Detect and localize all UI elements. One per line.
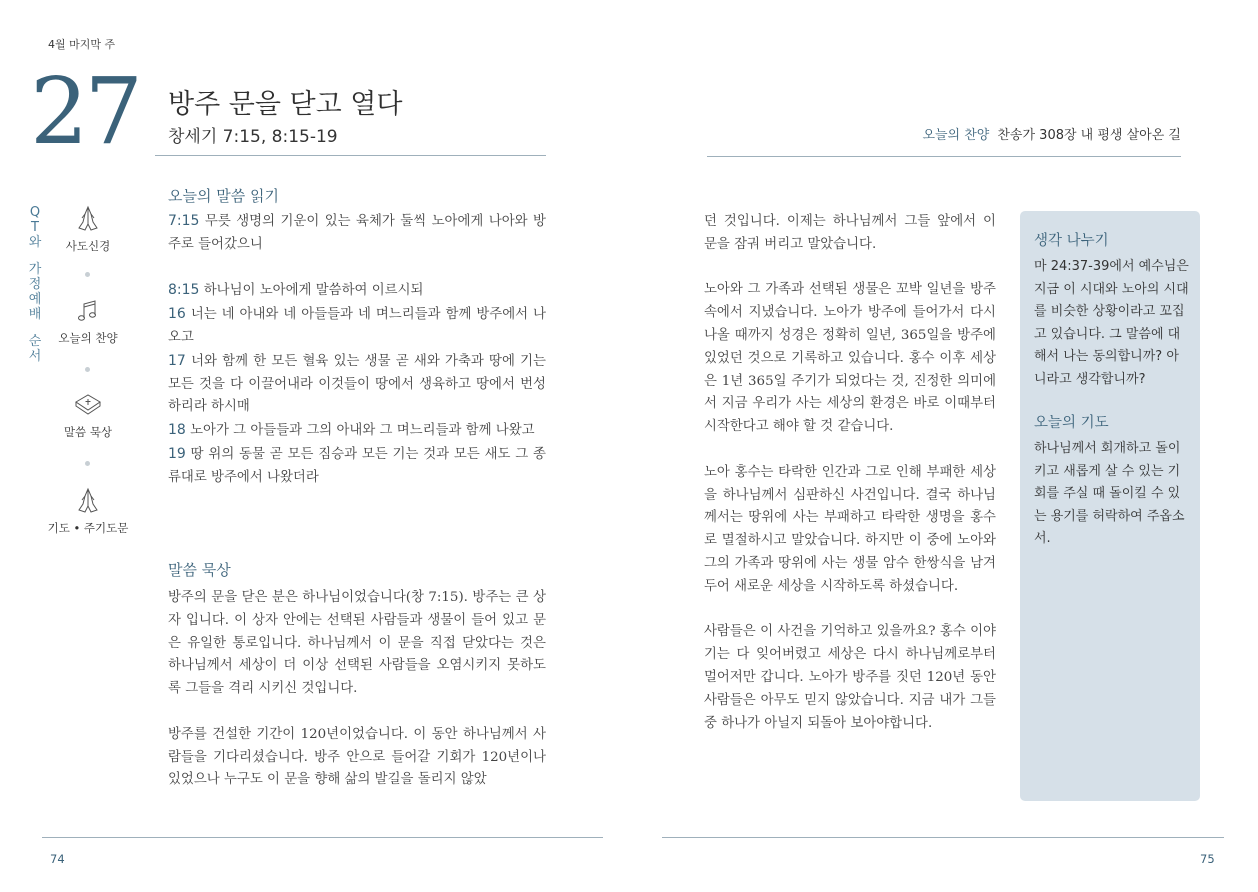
scripture-reference: 창세기 7:15, 8:15-19 [168, 127, 338, 147]
vertical-char: 서 [28, 349, 42, 364]
praying-hands-icon [73, 486, 103, 516]
step-separator-dot [85, 461, 90, 466]
verse-number: 16 [168, 306, 186, 323]
verse [168, 419, 546, 443]
verse [168, 350, 546, 419]
vertical-char: 예 [28, 292, 42, 307]
reflection-sidebar [1020, 211, 1200, 801]
step-meditation [38, 390, 138, 440]
header-divider-right [707, 156, 1181, 157]
meditation-text-left [168, 587, 546, 792]
verse [168, 279, 546, 303]
vertical-char: 정 [28, 277, 42, 292]
step-separator-dot [85, 367, 90, 372]
step-prayer [38, 486, 138, 536]
vertical-char: 가 [28, 262, 42, 277]
step-label: 말씀 묵상 [63, 425, 113, 439]
page-title: 방주 문을 닫고 열다 [168, 89, 403, 120]
week-label: 4월 마지막 주 [48, 38, 116, 51]
share-text: 마 24:37-39에서 예수님은 지금 이 시대와 노아의 시대를 비슷한 상황이라고 꼬집고 있습니다. 그 말씀에 대해서 나는 동의합니까? 아니라고 생각합니까? [1034, 259, 1189, 387]
verse-text: 하나님이 노아에게 말씀하여 이르시되 [203, 283, 424, 299]
verse-number: 8:15 [168, 282, 200, 299]
vertical-char: 순 [28, 334, 42, 349]
paragraph: 던 것입니다. 이제는 하나님께서 그들 앞에서 이 문을 잠궈 버리고 말았습니다. [704, 214, 996, 252]
vertical-char: T [31, 220, 39, 235]
step-separator-dot [85, 272, 90, 277]
music-note-icon [73, 296, 103, 326]
vertical-char: 와 [28, 235, 42, 250]
verse-text: 땅 위의 동물 곧 모든 짐승과 모든 기는 것과 모든 새도 그 종류대로 방주에서 나왔더라 [168, 446, 546, 485]
verse [168, 443, 546, 490]
header-divider-left [155, 155, 546, 156]
prayer-heading: 오늘의 기도 [1034, 415, 1109, 431]
verse-number: 19 [168, 445, 186, 462]
vertical-char: 배 [28, 307, 42, 322]
paragraph: 노아 홍수는 타락한 인간과 그로 인해 부패한 세상을 하나님께서 심판하신 사건입니다. 결국 하나님께서는 땅위에 사는 부패하고 타락한 생명을 홍수로 멸절하시고 말았습니다. 하지만 이 중에 노아와 그의 가족과 땅위에 사는 생물 암수 한쌍식을 남겨 두어 새로운 세상을 시작하도록 하셨습니다. [704, 464, 996, 594]
page-number-left: 74 [50, 852, 65, 866]
verse-number: 18 [168, 422, 186, 439]
hymn-line [922, 124, 1181, 143]
verse-number: 7:15 [168, 213, 200, 229]
bible-icon [73, 390, 103, 420]
step-hymn [38, 296, 138, 346]
verse-text: 너는 네 아내와 네 아들들과 네 며느리들과 함께 방주에서 나오고 [168, 307, 546, 345]
step-label: 사도신경 [65, 239, 111, 253]
meditation-heading: 말씀 묵상 [168, 561, 231, 579]
reading-heading: 오늘의 말씀 읽기 [168, 187, 279, 205]
paragraph: 방주의 문을 닫은 분은 하나님이었습니다(창 7:15). 방주는 큰 상자 입니다. 이 상자 안에는 선택된 사람들과 생물이 들어 있고 문은 유일한 통로입니다. 하나님께서 이 문을 직접 닫았다는 것은 하나님께서 세상이 더 이상 선택된 사람들을 오염시키지 못하도록 그들을 격리 시키신 것입니다. [168, 590, 546, 697]
footer-divider-left [42, 837, 603, 838]
meditation-text-right [704, 211, 996, 735]
verse [168, 210, 546, 257]
scripture-verses [168, 210, 546, 490]
verse [168, 303, 546, 350]
hymn-text: 찬송가 308장 내 평생 살아온 길 [997, 128, 1181, 143]
page-number-right: 75 [1200, 852, 1215, 866]
step-label: 기도 • 주기도문 [47, 521, 129, 535]
paragraph: 사람들은 이 사건을 기억하고 있을까요? 홍수 이야기는 다 잊어버렸고 세상은 다시 하나님께로부터 멀어저만 갑니다. 노아가 방주를 짓던 120년 동안 사람들은 아무도 믿지 않았습니다. 지금 내가 그들 중 하나가 아닐지 되돌아 보아야합니다. [704, 624, 996, 731]
paragraph: 노아와 그 가족과 선택된 생물은 꼬박 일년을 방주 속에서 지냈습니다. 노아가 방주에 들어가서 다시 나올 때까지 성경은 정확히 일년, 365일을 방주에 있었던 것으로 기록하고 있습니다. 홍수 이후 세상은 1년 365일 주기가 되었다는 것, 진정한 의미에서 지금 우리가 사는 세상의 환경은 바로 이때부터 시작한다고 해야 할 것 같습니다. [704, 282, 996, 435]
share-heading: 생각 나누기 [1034, 233, 1109, 249]
paragraph: 방주를 건설한 기간이 120년이었습니다. 이 동안 하나님께서 사람들을 기다리셨습니다. 방주 안으로 들어갈 기회가 120년이나 있었으나 누구도 이 문을 향해 삶의 발길을 돌리지 않았 [168, 726, 546, 788]
step-label: 오늘의 찬양 [58, 331, 118, 345]
verse-text: 무릇 생명의 기운이 있는 육체가 둘씩 노아에게 나아와 방주로 들어갔으니 [168, 214, 546, 252]
verse-text: 노아가 그 아들들과 그의 아내와 그 며느리들과 함께 나왔고 [190, 423, 535, 439]
footer-divider-right [662, 837, 1224, 838]
hymn-label: 오늘의 찬양 [922, 128, 990, 143]
verse-text: 너와 함께 한 모든 혈육 있는 생물 곧 새와 가축과 땅에 기는 모든 것을 다 이끌어내라 이것들이 땅에서 생육하고 땅에서 번성하리라 하시매 [168, 353, 546, 415]
day-number: 27 [30, 58, 140, 165]
verse-number: 17 [168, 352, 186, 369]
praying-hands-icon [73, 204, 103, 234]
step-creed [38, 204, 138, 254]
vertical-char: Q [29, 205, 41, 220]
prayer-text: 하나님께서 회개하고 돌이키고 새롭게 살 수 있는 기회를 주실 때 돌이킬 수 있는 용기를 허락하여 주옵소서. [1034, 441, 1185, 546]
